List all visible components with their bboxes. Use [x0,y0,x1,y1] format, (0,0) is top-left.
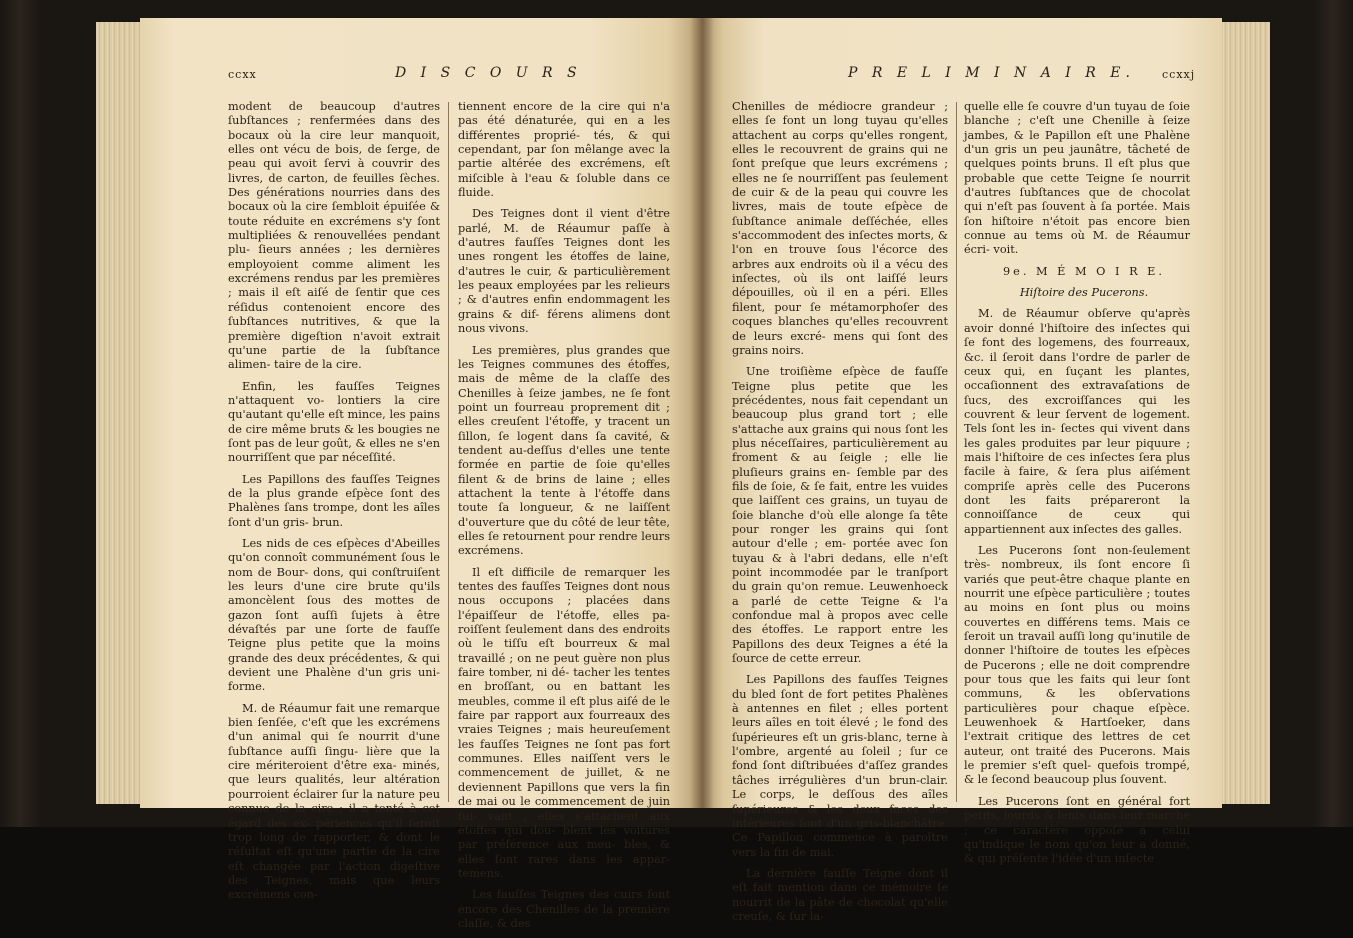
memoire-title: Hiſtoire des Pucerons. [1019,286,1149,300]
column-divider [956,102,957,802]
paragraph: Les Papillons des fauſſes Teignes du bled ſont de fort petites Phalènes à antennes en filet ; elles portent leurs aîles en toit élevé ; le fond des ſupérieures eſt un gris-blanc, terne à l'ombre, argenté au ſoleil ; ſur ce fond ſont diſtribuées d'aſſez grandes tâches irrégulières d'un brun-clair. Le corps, le deſſous des aîles ſupérieures & les deux faces des inférieures ſont d'un gris-blanchâtre. Ce Papillon commence à paroître vers la fin de mai. [732,673,948,859]
right-folio: ccxxj [1162,68,1196,81]
paragraph: tiennent encore de la cire qui n'a pas été dénaturée, qui en a les différentes proprié- tés, & qui cependant, par ſon mêlange avec la partie altérée des excrémens, eſt miſcible à l'eau & ſoluble dans ce fluide. [458,100,670,200]
right-column-1 [732,100,948,931]
paragraph: quelle elle ſe couvre d'un tuyau de ſoie blanche ; c'eſt une Chenille à ſeize jambes, & le Papillon eſt une Phalène d'un gris un peu jaunâtre, tâcheté de quelques points bruns. Il eſt plus que probable que cette Teigne ſe nourrit d'autres ſubſtances que de chocolat qui n'eſt pas ſouvent à ſa portée. Mais ſon hiſtoire n'étoit pas encore bien connue au tems où M. de Réaumur écri- voit. [964,100,1190,257]
paragraph: M. de Réaumur obſerve qu'après avoir donné l'hiſtoire des inſectes qui ſe font des logemens, des fourreaux, &c. il ſeroit dans l'ordre de parler de ceux qui, en ſuçant les plantes, occaſionnent des extravaſations de ſucs, des excroiſſances qui les couvrent & leur ſervent de logement. Tels ſont les in- ſectes qui vivent dans les gales produites par leur piquure ; mais l'hiſtoire de ces inſectes ſera plus facile à faire, & ſera plus aiſément compriſe après celle des Pucerons dont les faits prépareront la connoiſſance de ceux qui appartiennent aux inſectes des galles. [964,307,1190,536]
left-running-head: D I S C O U R S [395,65,582,81]
paragraph: Il eſt difficile de remarquer les tentes des fauſſes Teignes dont nous nous occupons ; placées dans l'épaiſſeur de l'étoffe, elles pa- roiſſent ſeulement dans des endroits où le tiſſu eſt bourreux & mal travaillé ; on ne peut guère non plus faire tomber, ni dé- tacher les tentes en broſſant, ou en battant les meubles, comme il eſt plus aiſé de le faire par rapport aux fourreaux des vraies Teignes ; mais heureuſement les fauſſes Teignes ne ſont pas fort communes. Elles naiſſent vers le commencement de juillet, & ne deviennent Papillons que vers la fin de mai ou le commencement de juin ſui- vant ; elles s'attachent aux étoffes qui dou- blent les voitures par préférence aux meu- bles, & elles ſont rares dans les appar- temens. [458,565,670,880]
paragraph: Enfin, les fauſſes Teignes n'attaquent vo- lontiers la cire qu'autant qu'elle eſt mince, les pains de cire même bruts & les bougies ne ſont pas de leur goût, & elles ne s'en nourriſſent que par néceſſité. [228,379,440,465]
left-page [140,18,702,930]
paragraph: Les premières, plus grandes que les Teignes communes des étoffes, mais de même de la claſſe des Chenilles à ſeize jambes, ne ſe font point un fourreau proprement dit ; elles creuſent l'étoffe, y tracent un ſillon, ſe logent dans ſa cavité, & tendent au-deſſus d'elles une tente formée en partie de ſoie qu'elles filent & de brins de laine ; elles attachent la tente à l'étoffe dans toute ſa longueur, & ne laiſſent d'ouverture que du côté de leur tête, elles ſe retournent pour rendre leurs excrémens. [458,343,670,558]
paragraph: Une troiſième eſpèce de fauſſe Teigne plus petite que les précédentes, nous fait cependant un beaucoup plus grand tort ; elle s'attache aux grains qui nous ſont les plus néceſſaires, particulièrement au froment & au ſeigle ; elle lie pluſieurs grains en- ſemble par des fils de ſoie, & ſe fait, entre les vuides que laiſſent ces grains, un tuyau de ſoie blanche d'où elle alonge ſa tête pour ronger les grains qui ſont autour d'elle ; em- portée avec ſon tuyau & à l'abri dedans, elle n'eſt point incommodée par le tranſport du grain qu'on remue. Leuwenhoeck a parlé de cette Teigne & l'a confondue mal à propos avec celle des étoffes. Le rapport entre les Papillons des deux Teignes a été la ſource de cette erreur. [732,365,948,666]
left-page-edges [96,22,140,804]
column-divider [448,102,449,802]
right-page-edges [1222,22,1270,804]
paragraph: Les nids de ces eſpèces d'Abeilles qu'on connoît communément ſous le nom de Bour- dons, qui conſtruiſent les leurs d'une cire brute qu'ils amoncèlent ſous des mottes de gazon ſont auſſi ſujets à être dévaſtés par une ſorte de fauſſe Teigne plus petite que la moins grande des deux précédentes, & qui devient une Phalène d'un gris uni- forme. [228,536,440,694]
paragraph: Les Pucerons ſont non-ſeulement très- nombreux, ils ſont encore ſi variés que peut-être chaque plante en nourrit une eſpèce particulière ; toutes au moins en ſont plus ou moins couvertes en différens tems. Mais ce ſeroit un travail auſſi long qu'inutile de donner l'hiſtoire de toutes les eſpèces de Pucerons ; elle ne doit comprendre pour tous que les faits qui leur ſont communs, & les obſervations particulières pour chaque eſpèce. Leuwenhoek & Hartſoeker, dans l'extrait critique des lettres de cet auteur, ont traité des Pucerons. Mais le premier s'eſt quel- quefois trompé, & le ſecond beaucoup plus ſouvent. [964,543,1190,787]
right-column-2 [964,100,1190,874]
paragraph: Les fauſſes Teignes des cuirs ſont encore des Chenilles de la première claſſe, & des [458,888,670,930]
paragraph: modent de beaucoup d'autres ſubſtances ; renfermées dans des bocaux où la cire leur manquoit, elles ont vécu de bois, de ſerge, de peau qui avoit ſervi à couvrir des livres, de carton, de feuilles ſèches. Des générations nourries dans des bocaux où la cire ſembloit épuiſée & toute réduite en excrémens s'y ſont multipliées & renouvellées pendant plu- ſieurs années ; les dernières employoient comme aliment les excrémens rendus par les premières ; mais il eſt aiſé de ſentir que ces réſidus contenoient encore des ſubſtances nutritives, & que la première digeſtion n'avoit extrait qu'une partie de la ſubſtance alimen- taire de la cire. [228,100,440,372]
book-gutter [690,18,714,808]
right-running-head: P R E L I M I N A I R E. [848,65,1135,81]
left-column-2 [458,100,670,938]
right-page [702,18,1222,923]
paragraph: Des Teignes dont il vient d'être parlé, M. de Réaumur paſſe à d'autres fauſſes Teignes dont les unes rongent les étoffes de laine, d'autres le cuir, & particulièrement les peaux employées par les relieurs ; & d'autres enfin endommagent les grains & dif- férens alimens dont nous vivons. [458,207,670,336]
memoire-heading: 9e. M É M O I R E. [1002,264,1166,278]
paragraph: Chenilles de médiocre grandeur ; elles ſe font un long tuyau qu'elles attachent au corps qu'elles rongent, elles le recouvrent de grains qui ne ſont preſque que leurs excrémens ; elles ne ſe nourriſſent pas ſeulement de cuir & de la peau qui couvre les livres, mais de toute eſpèce de ſubſtance animale deſſéchée, elles s'accommodent des inſectes morts, & l'on en trouve ſous l'écorce des arbres aux endroits où il a vécu des inſectes, où ils ont laiſſé leurs dépouilles, où il en a péri. Elles filent, pour ſe métamorphoſer des coques blanches qu'elles recouvrent de leurs excré- mens qui ſont des grains noirs. [732,100,948,357]
paragraph: Les Pucerons ſont en général fort petits, lourds & lents dans leur marche ; ce caractère oppoſé à celui qu'indique le nom qu'on leur a donné, & qui préſente l'idée d'un inſecte [964,794,1190,866]
paragraph: M. de Réaumur fait une remarque bien ſenſée, c'eſt que les excrémens d'un animal qui ſe nourrit d'une ſubſtance auſſi ſingu- lière que la cire mériteroient d'être exa- minés, que leurs qualités, leur altération pourroient éclairer ſur la nature peu connue de la cire ; il a tenté à cet égard des ex- périences qu'il ſeroit trop long de rapporter, & dont le réſultat eſt qu'une partie de la cire eſt changée par l'action digeſtive des Teignes, mais que leurs excrémens con- [228,701,440,902]
left-column-1 [228,100,440,910]
left-folio: ccxx [228,68,257,81]
paragraph: Les Papillons des fauſſes Teignes de la plus grande eſpèce ſont des Phalènes ſans trompe, dont les aîles ſont d'un gris- brun. [228,472,440,529]
paragraph: La dernière fauſſe Teigne dont il eſt fait mention dans ce mémoire ſe nourrit de la pâte de chocolat qu'elle creuſe, & ſur la- [732,866,948,923]
